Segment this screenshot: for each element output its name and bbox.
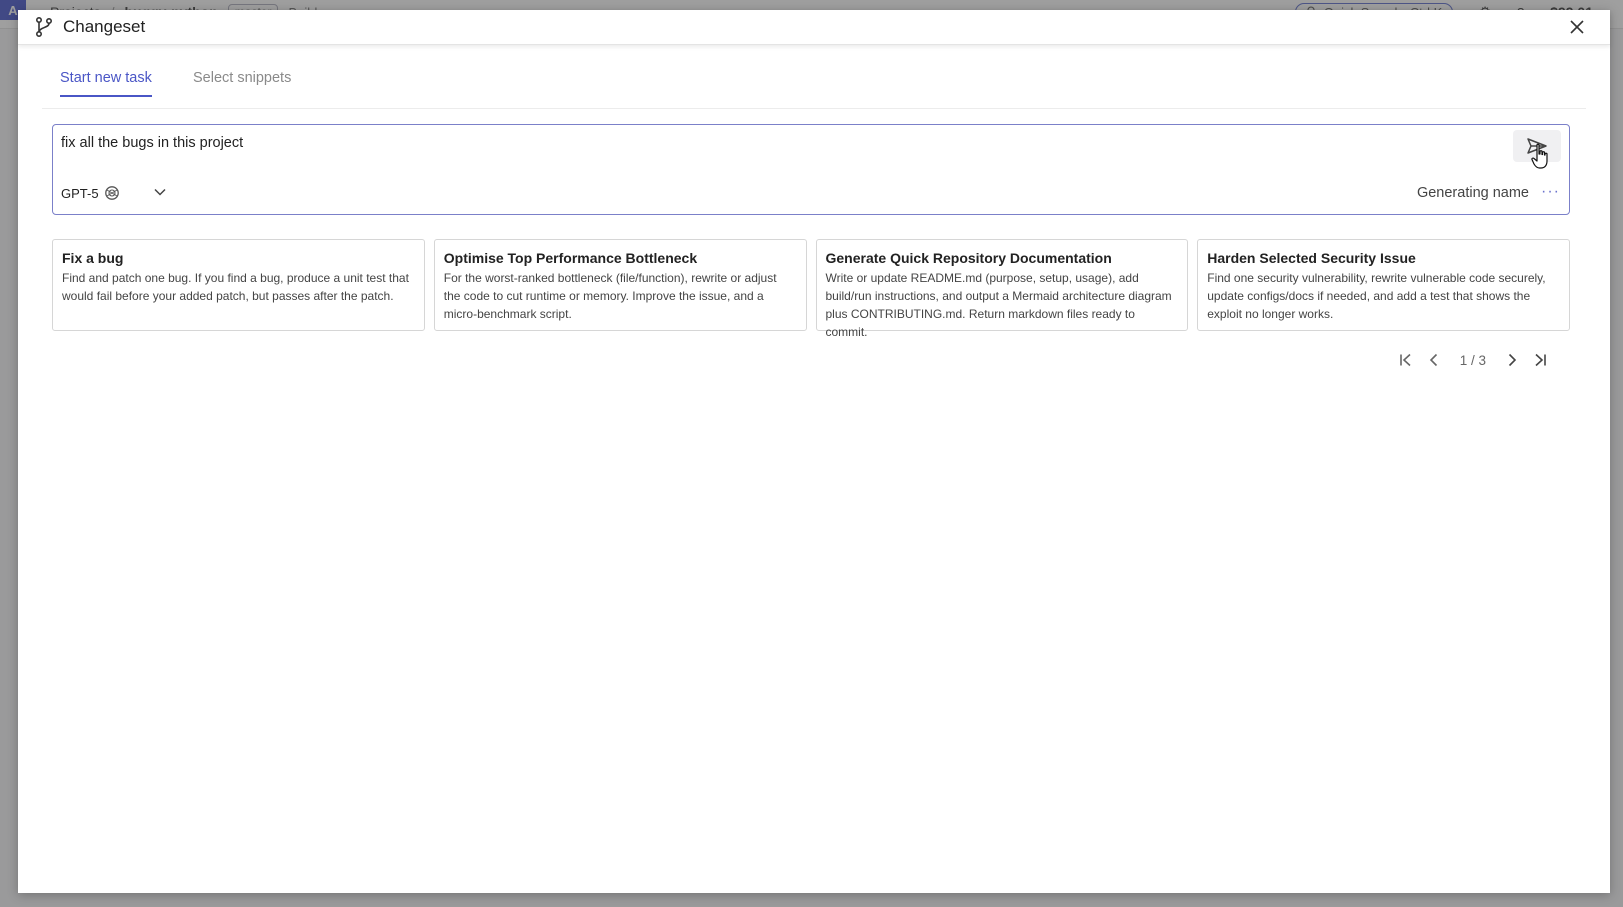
model-selector[interactable] bbox=[61, 185, 120, 201]
task-card-title: Fix a bug bbox=[62, 250, 124, 266]
close-icon bbox=[1570, 20, 1584, 34]
task-card-title: Generate Quick Repository Documentation bbox=[825, 250, 1112, 266]
tab-select-snippets[interactable]: Select snippets bbox=[193, 70, 292, 86]
modal-tabs bbox=[42, 58, 1586, 109]
task-card-generate-docs[interactable] bbox=[816, 239, 1189, 339]
task-card-optimise-bottleneck[interactable] bbox=[434, 239, 807, 331]
openai-icon bbox=[104, 185, 120, 201]
chevron-left-icon bbox=[1426, 352, 1442, 368]
model-name: GPT-5 bbox=[61, 185, 99, 201]
modal-header bbox=[18, 10, 1610, 45]
task-card-description: Find and patch one bug. If you find a bug, produce a unit test that would fail before your added patch, but passes after the patch. bbox=[62, 271, 409, 303]
loading-indicator: ··· bbox=[1541, 183, 1560, 200]
task-card-description: Find one security vulnerability, rewrite vulnerable code securely, update configs/docs if needed, and add a test that shows the exploit no longer works. bbox=[1207, 271, 1546, 321]
page-indicator: 1 / 3 bbox=[1459, 352, 1486, 368]
next-page-button[interactable] bbox=[1498, 349, 1526, 371]
chevron-down-icon[interactable] bbox=[153, 185, 167, 199]
task-suggestion-cards bbox=[52, 239, 1570, 339]
task-card-harden-security[interactable] bbox=[1197, 239, 1570, 331]
pagination bbox=[1392, 349, 1554, 371]
task-card-title: Optimise Top Performance Bottleneck bbox=[443, 250, 698, 266]
first-page-icon bbox=[1398, 352, 1414, 368]
last-page-icon bbox=[1532, 352, 1548, 368]
task-prompt-box[interactable] bbox=[52, 124, 1570, 215]
previous-page-button[interactable] bbox=[1420, 349, 1448, 371]
last-page-button[interactable] bbox=[1526, 349, 1554, 371]
tab-start-new-task[interactable]: Start new task bbox=[60, 70, 152, 97]
modal-title: Changeset bbox=[63, 17, 146, 36]
generating-name-status: Generating name bbox=[1416, 185, 1529, 201]
first-page-button[interactable] bbox=[1392, 349, 1420, 371]
task-card-title: Harden Selected Security Issue bbox=[1207, 250, 1416, 266]
task-prompt-input[interactable]: fix all the bugs in this project bbox=[61, 135, 244, 151]
close-button[interactable] bbox=[1566, 16, 1588, 38]
task-card-fix-bug[interactable] bbox=[52, 239, 425, 331]
changeset-modal bbox=[18, 10, 1610, 893]
task-card-description: For the worst-ranked bottleneck (file/function), rewrite or adjust the code to cut runtime or memory. Improve the issue, and a micro-benchmark script. bbox=[443, 271, 777, 321]
task-card-description: Write or update README.md (purpose, setup, usage), add build/run instructions, and output a Mermaid architecture diagram plus CONTRIBUTING.md. Return markdown files ready to commit. bbox=[825, 271, 1172, 339]
chevron-right-icon bbox=[1504, 352, 1520, 368]
hand-cursor-icon bbox=[1531, 143, 1549, 171]
branch-icon bbox=[34, 16, 54, 38]
